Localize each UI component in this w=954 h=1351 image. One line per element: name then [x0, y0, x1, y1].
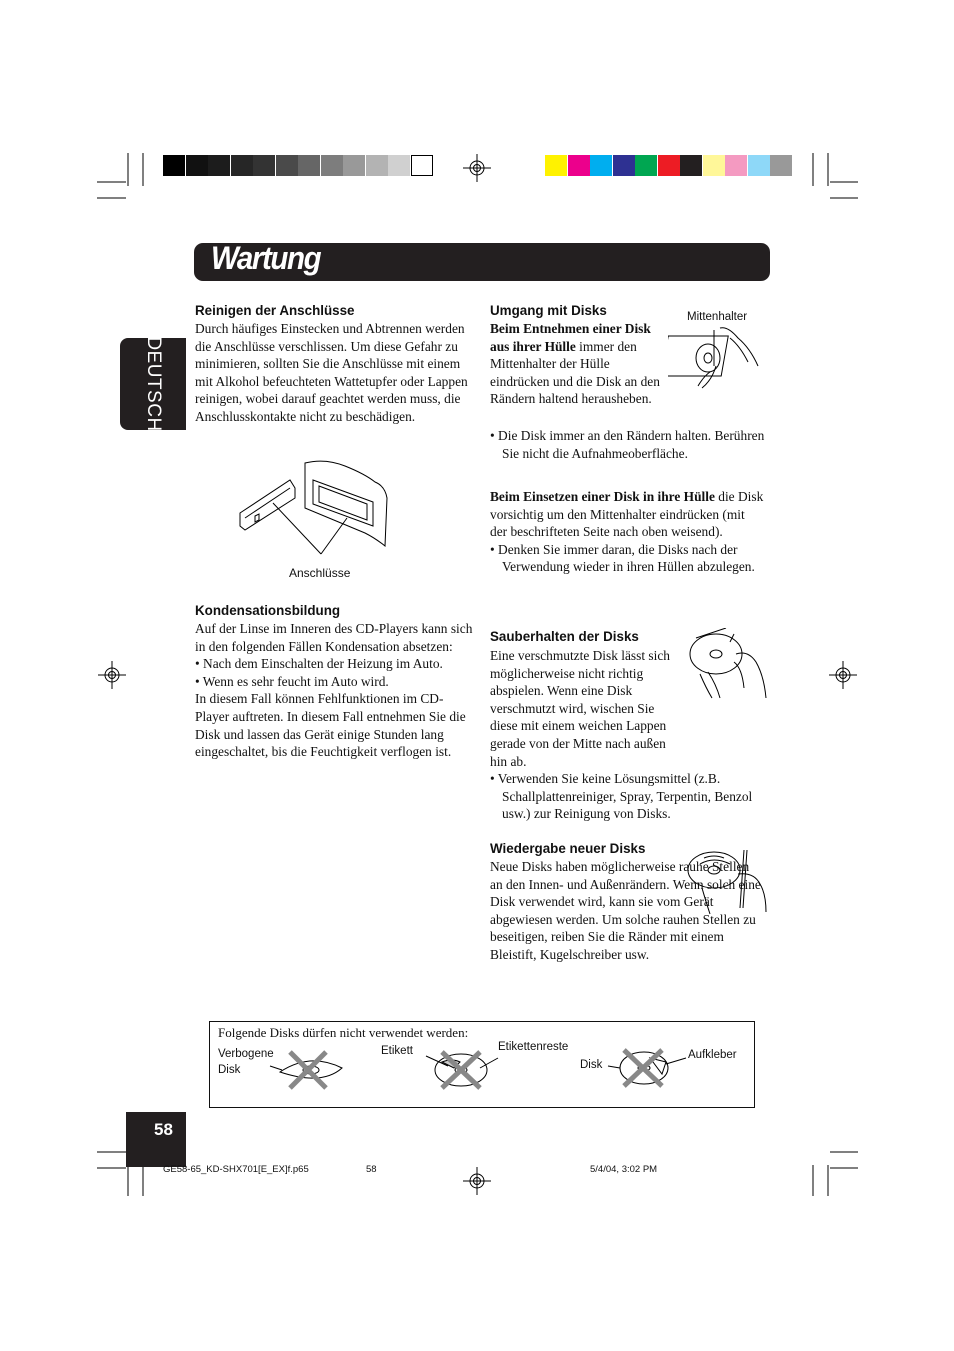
color-swatch — [770, 155, 792, 176]
right-column-2 — [490, 488, 765, 576]
box-label: Etikettenreste — [498, 1041, 569, 1053]
color-swatch — [635, 155, 657, 176]
figure-label: Anschlüsse — [289, 566, 351, 580]
section-body: Auf der Linse im Inneren des CD-Players kann sich in den folgenden Fällen Kondensation absetzen: — [195, 621, 473, 654]
bullet-item: • Wenn es sehr feucht im Auto wird. — [195, 673, 389, 689]
section-heading: Reinigen der Anschlüsse — [195, 303, 355, 318]
body-text: die Disk vorsichtig um den Mittenhalter eindrücken (mit der beschrifteten Seite nach oben weisend). — [490, 489, 764, 540]
page-number: 58 — [154, 1120, 173, 1139]
right-column-3-body — [490, 647, 762, 823]
bullet-item: • Denken Sie immer daran, die Disks nach der Verwendung wieder in ihren Hüllen abzulegen. — [490, 541, 755, 575]
footer-date: 5/4/04, 3:02 PM — [590, 1164, 658, 1175]
color-swatch — [163, 155, 185, 176]
bullet-text: Verwenden Sie keine Lösungsmittel (z.B. Schallplattenreiniger, Spray, Terpentin, Benzol usw.) zur Reinigung von Disks. — [497, 771, 753, 822]
left-column — [195, 303, 477, 426]
color-swatch — [298, 155, 320, 176]
section-body: Durch häufiges Einstecken und Abtrennen werden die Anschlüsse verschlissen. Um diese Gefahr zu minimieren, sollten Sie die Anschlüsse mit einem mit Alkohol befeuchteten Wattetupfer oder Lappen reinigen, wobei darauf geachtet werden muss, die Anschlusskontakte nicht zu beschädigen. — [195, 321, 468, 424]
language-tab — [120, 338, 186, 430]
section-body — [490, 320, 670, 408]
bold-lead: Beim Entnehmen einer Disk aus ihrer Hülle — [490, 321, 651, 354]
section-body: Neue Disks haben möglicherweise rauhe Stellen an den Innen- und Außenrändern. Wenn solch eine Disk verwendet wird, kann sie vom Gerät abgewiesen werden. Um solche rauhen Stellen zu beseitigen, reiben Sie die Ränder mit einem Bleistift, Kugelschreiber usw. — [490, 859, 761, 962]
bullet-item: • Die Disk immer an den Rändern halten. Berühren Sie nicht die Aufnahmeoberfläche. — [490, 428, 765, 461]
body-text: immer den Mittenhalter der Hülle eindrücken und die Disk an den Rändern haltend herausheben. — [490, 338, 660, 407]
box-caption: Folgende Disks dürfen nicht verwendet werden: — [218, 1025, 469, 1040]
page-number-tab — [126, 1112, 186, 1167]
color-swatch — [658, 155, 680, 176]
color-swatch — [748, 155, 770, 176]
bullet-item: • Nach dem Einschalten der Heizung im Auto. — [195, 656, 443, 672]
right-col-s1-head — [490, 303, 607, 318]
color-swatch — [613, 155, 635, 176]
color-swatch — [680, 155, 702, 176]
box-label: Disk — [580, 1059, 603, 1071]
bad-discs-illustration — [210, 1022, 754, 1107]
color-swatch — [411, 155, 433, 176]
footer-page: 58 — [366, 1164, 377, 1175]
box-label: Etikett — [381, 1045, 413, 1057]
bold-lead: Beim Einsetzen einer Disk in ihre Hülle — [490, 489, 715, 504]
section-body — [490, 488, 765, 541]
color-swatch — [725, 155, 747, 176]
section-body: In diesem Fall können Fehlfunktionen im CD-Player auftreten. In diesem Fall entnehmen Sie die Disk und lassen das Gerät einige Stunden lang eingeschaltet, bis die Feuchtigkeit verflogen ist. — [195, 691, 466, 760]
section-heading: Kondensationsbildung — [195, 603, 341, 618]
color-swatch — [208, 155, 230, 176]
right-column — [490, 320, 670, 408]
language-tab-label: DEUTSCH — [143, 336, 164, 432]
color-swatch — [388, 155, 410, 176]
disc-removal-illustration — [668, 326, 763, 391]
color-swatch — [343, 155, 365, 176]
pencil-disc-illustration — [684, 844, 769, 916]
bullet-text: Nach dem Einschalten der Heizung im Auto. — [203, 656, 443, 672]
right-column-bullets — [490, 427, 765, 462]
footer-file: GE58-65_KD-SHX701[E_EX]f.p65 — [163, 1164, 309, 1175]
bullet-item: • Verwenden Sie keine Lösungsmittel (z.B. Schallplattenreiniger, Spray, Terpentin, Benzol usw.) zur Reinigung von Disks. — [490, 771, 753, 822]
color-swatch — [703, 155, 725, 176]
color-swatch — [253, 155, 275, 176]
section-heading: Wiedergabe neuer Disks — [490, 841, 646, 856]
section-heading: Sauberhalten der Disks — [490, 629, 639, 644]
section-heading: Umgang mit Disks — [490, 303, 607, 318]
color-swatch — [590, 155, 612, 176]
left-column-2 — [195, 603, 477, 761]
bullet-text: Denken Sie immer daran, die Disks nach der Verwendung wieder in ihren Hüllen abzulegen. — [498, 541, 755, 575]
color-swatch — [231, 155, 253, 176]
right-column-3 — [490, 629, 685, 644]
page-title: Wartung — [211, 240, 321, 276]
color-swatch — [366, 155, 388, 176]
figure-label: Mittenhalter — [687, 311, 748, 323]
color-swatch — [545, 155, 567, 176]
box-label: Disk — [218, 1064, 241, 1076]
bullet-text: Wenn es sehr feucht im Auto wird. — [202, 673, 389, 689]
color-swatch — [568, 155, 590, 176]
box-label: Verbogene — [218, 1048, 274, 1060]
title-bar — [194, 240, 770, 281]
color-swatch — [321, 155, 343, 176]
warning-box — [209, 1021, 755, 1108]
box-label: Aufkleber — [688, 1049, 737, 1061]
color-swatch — [186, 155, 208, 176]
color-swatch — [276, 155, 298, 176]
connector-illustration — [235, 458, 395, 558]
section-body: Eine verschmutzte Disk lässt sich möglicherweise nicht richtig abspielen. Wenn eine Disk verschmutzt wird, wischen Sie diese mit einem weichen Lappen gerade von der Mitte nach außen hin ab. — [490, 648, 670, 769]
bullet-text: Die Disk immer an den Rändern halten. Berühren Sie nicht die Aufnahmeoberfläche. — [498, 428, 765, 461]
